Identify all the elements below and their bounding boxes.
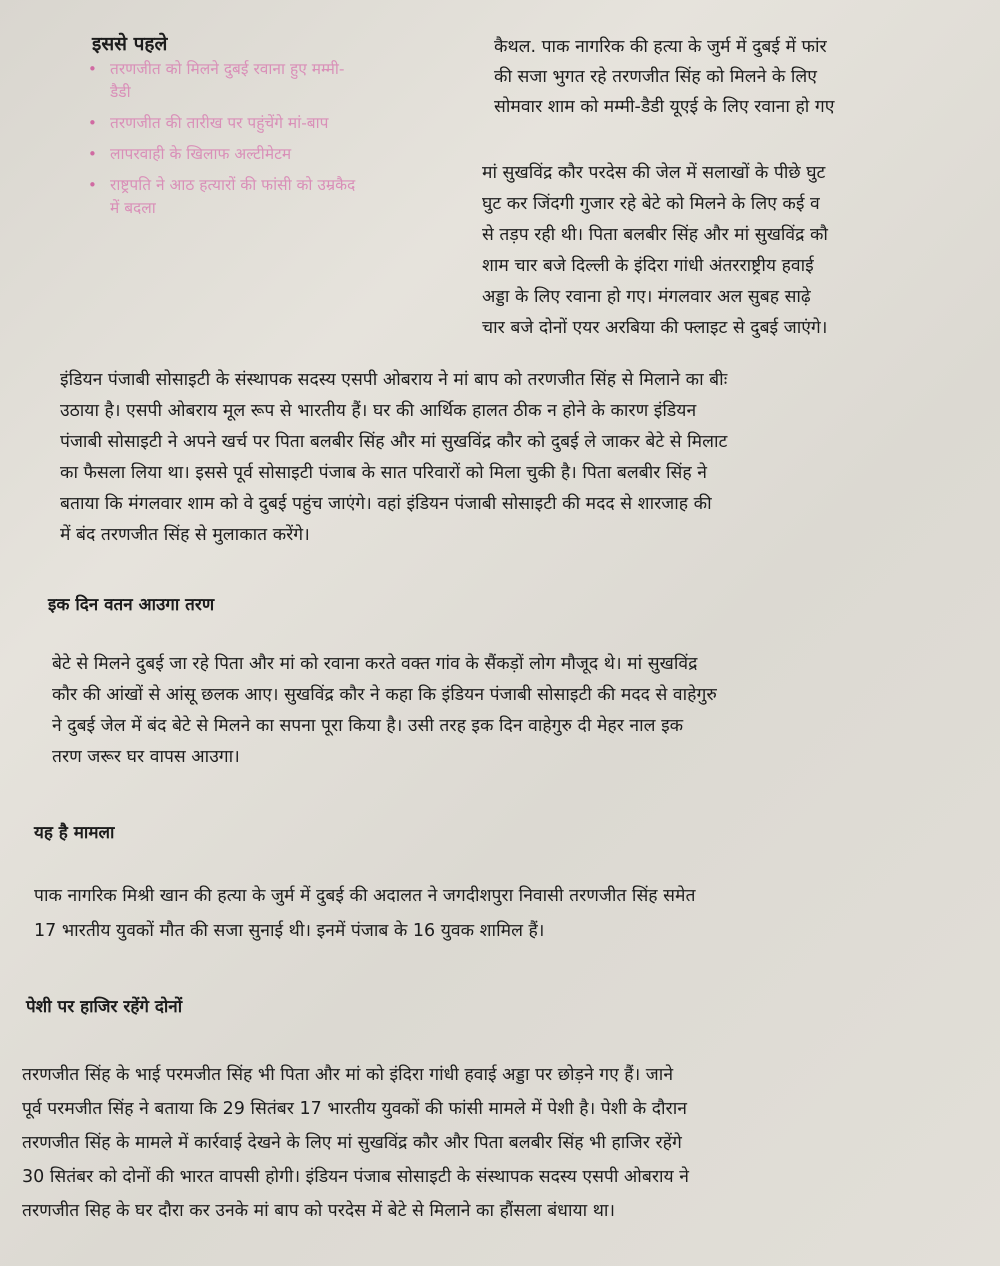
sidebar-list	[88, 58, 468, 228]
text-line: 30 सितंबर को दोनों की भारत वापसी होगी। इंडियन पंजाब सोसाइटी के संस्थापक सदस्य एसपी ओबराय ने	[22, 1167, 689, 1187]
section-heading: इक दिन वतन आउगा तरण	[48, 595, 215, 615]
text-line: इंडियन पंजाबी सोसाइटी के संस्थापक सदस्य एसपी ओबराय ने मां बाप को तरणजीत सिंह से मिलाने का बीः	[60, 370, 728, 390]
sidebar-item[interactable]: • राष्ट्रपति ने आठ हत्यारों की फांसी को उम्रकैद में बदला	[88, 176, 356, 217]
text-line: सोमवार शाम को मम्मी-डैडी यूएई के लिए रवाना हो गए	[494, 97, 835, 117]
text-line: अड्डा के लिए रवाना हो गए। मंगलवार अल सुबह साढ़े	[482, 287, 811, 307]
text-line: कैथल. पाक नागरिक की हत्या के जुर्म में दुबई में फांर	[494, 37, 827, 57]
sidebar-item[interactable]: • तरणजीत को मिलने दुबई रवाना हुए मम्मी- डैडी	[88, 60, 345, 101]
text-line: तरणजीत सिह के घर दौरा कर उनके मां बाप को परदेस में बेटे से मिलाने का हौंसला बंधाया था।	[22, 1201, 616, 1221]
section-heading: यह है मामला	[34, 823, 115, 843]
bullet-icon: •	[88, 176, 97, 194]
sidebar-item[interactable]: • तरणजीत की तारीख पर पहुंचेंगे मां-बाप	[88, 112, 468, 135]
text-line: ने दुबई जेल में बंद बेटे से मिलने का सपना पूरा किया है। उसी तरह इक दिन वाहेगुरु दी मेहर नाल इक	[52, 716, 684, 736]
sidebar-title: इससे पहले	[92, 33, 168, 55]
text-line: पंजाबी सोसाइटी ने अपने खर्च पर पिता बलबीर सिंह और मां सुखविंद्र कौर को दुबई ले जाकर बेटे से मिलाट	[60, 432, 728, 452]
text-line: बताया कि मंगलवार शाम को वे दुबई पहुंच जाएंगे। वहां इंडियन पंजाबी सोसाइटी की मदद से शारजाह की	[60, 494, 712, 514]
text-line: तरण जरूर घर वापस आउगा।	[52, 747, 240, 767]
text-line: पाक नागरिक मिश्री खान की हत्या के जुर्म में दुबई की अदालत ने जगदीशपुरा निवासी तरणजीत सिंह समेत	[34, 886, 696, 906]
text-line: शाम चार बजे दिल्ली के इंदिरा गांधी अंतरराष्ट्रीय हवाई	[482, 256, 814, 276]
text-line: घुट कर जिंदगी गुजार रहे बेटे को मिलने के लिए कई व	[482, 194, 820, 214]
text-line: तरणजीत सिंह के मामले में कार्रवाई देखने के लिए मां सुखविंद्र कौर और पिता बलबीर सिंह भी हाजिर रहेंगे	[22, 1133, 682, 1153]
text-line: कौर की आंखों से आंसू छलक आए। सुखविंद्र कौर ने कहा कि इंडियन पंजाबी सोसाइटी की मदद से वाहेगुरु	[52, 685, 717, 705]
bullet-icon: •	[88, 145, 97, 163]
bullet-icon: •	[88, 114, 97, 132]
text-line: पूर्व परमजीत सिंह ने बताया कि 29 सितंबर 17 भारतीय युवकों की फांसी मामले में पेशी है। पेशी के दौरान	[22, 1099, 687, 1119]
text-line: में बंद तरणजीत सिंह से मुलाकात करेंगे।	[60, 525, 310, 545]
text-line: उठाया है। एसपी ओबराय मूल रूप से भारतीय हैं। घर की आर्थिक हालत ठीक न होने के कारण इंडियन	[60, 401, 697, 421]
text-line: बेटे से मिलने दुबई जा रहे पिता और मां को रवाना करते वक्त गांव के सैंकड़ों लोग मौजूद थे। मां सुखविंद्र	[52, 654, 698, 674]
text-line: चार बजे दोनों एयर अरबिया की फ्लाइट से दुबई जाएंगे।	[482, 318, 828, 338]
text-line: तरणजीत सिंह के भाई परमजीत सिंह भी पिता और मां को इंदिरा गांधी हवाई अड्डा पर छोड़ने गए हैं। जाने	[22, 1065, 674, 1085]
text-line: से तड़प रही थी। पिता बलबीर सिंह और मां सुखविंद्र कौ	[482, 225, 828, 245]
section-heading: पेशी पर हाजिर रहेंगे दोनों	[26, 997, 183, 1017]
text-line: मां सुखविंद्र कौर परदेस की जेल में सलाखों के पीछे घुट	[482, 163, 826, 183]
text-line: का फैसला लिया था। इससे पूर्व सोसाइटी पंजाब के सात परिवारों को मिला चुकी है। पिता बलबीर सिंह ने	[60, 463, 707, 483]
bullet-icon: •	[88, 60, 97, 78]
text-line: की सजा भुगत रहे तरणजीत सिंह को मिलने के लिए	[494, 67, 817, 87]
sidebar-item[interactable]: • लापरवाही के खिलाफ अल्टीमेटम	[88, 143, 468, 166]
text-line: 17 भारतीय युवकों मौत की सजा सुनाई थी। इनमें पंजाब के 16 युवक शामिल हैं।	[34, 921, 545, 941]
